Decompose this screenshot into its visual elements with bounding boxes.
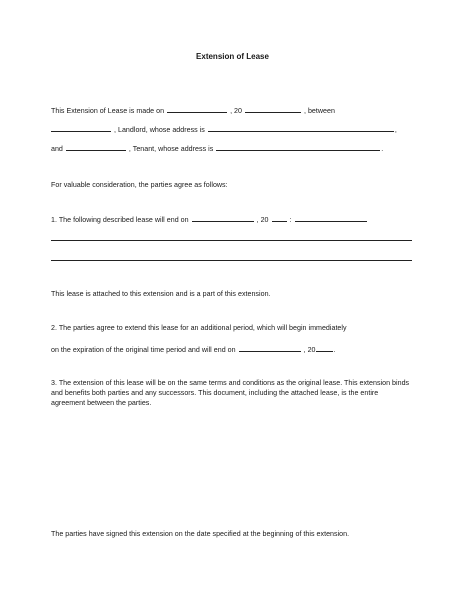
landlord-comma: , — [394, 126, 397, 134]
lease-description-line-1[interactable] — [51, 240, 412, 241]
tenant-period: . — [381, 145, 384, 153]
year-prefix: , 20 — [230, 107, 242, 115]
item-3-text: 3. The extension of this lease will be on the same terms and conditions as the original lease. This extension binds and benefits both parties and any successors. This document, including the attached lease, is the entire agreement between the parties. — [51, 379, 410, 407]
item-2-line-1: 2. The parties agree to extend this lease for an additional period, which will begin immediately — [51, 324, 347, 332]
and-text: and — [51, 145, 63, 153]
item-2-text: on the expiration of the original time period and will end on — [51, 346, 236, 354]
attached-text: This lease is attached to this extension and is a part of this extension. — [51, 290, 271, 298]
item-1-colon: : — [289, 216, 292, 224]
item-2-line-2 — [51, 344, 336, 355]
item-2-year-blank[interactable] — [316, 344, 333, 352]
item-2-year-prefix: , 20 — [303, 346, 316, 354]
landlord-name-blank[interactable] — [51, 124, 111, 132]
item-1-text: 1. The following described lease will end on — [51, 216, 189, 224]
consideration-text: For valuable consideration, the parties agree as follows: — [51, 181, 228, 189]
between-text: , between — [303, 107, 335, 115]
item-1-year-blank[interactable] — [272, 214, 287, 222]
year-blank[interactable] — [245, 105, 301, 113]
item-2-date-blank[interactable] — [239, 344, 301, 352]
item-2-period: . — [333, 346, 336, 354]
item-1-date-blank[interactable] — [192, 214, 254, 222]
tenant-text: , Tenant, whose address is — [128, 145, 214, 153]
item-1-line — [51, 214, 368, 225]
tenant-line — [51, 143, 383, 154]
tenant-name-blank[interactable] — [66, 143, 126, 151]
lease-description-line-2[interactable] — [51, 260, 412, 261]
item-1-year-prefix: , 20 — [256, 216, 269, 224]
landlord-line — [51, 124, 397, 135]
signed-text: The parties have signed this extension on the date specified at the beginning of this extension. — [51, 530, 350, 538]
document-title: Extension of Lease — [196, 52, 269, 61]
made-on-text: This Extension of Lease is made on — [51, 107, 165, 115]
made-on-line — [51, 105, 335, 116]
landlord-text: , Landlord, whose address is — [114, 126, 205, 134]
landlord-address-blank[interactable] — [208, 124, 394, 132]
item-1-description-blank[interactable] — [295, 214, 367, 222]
tenant-address-blank[interactable] — [216, 143, 380, 151]
date-blank[interactable] — [167, 105, 227, 113]
